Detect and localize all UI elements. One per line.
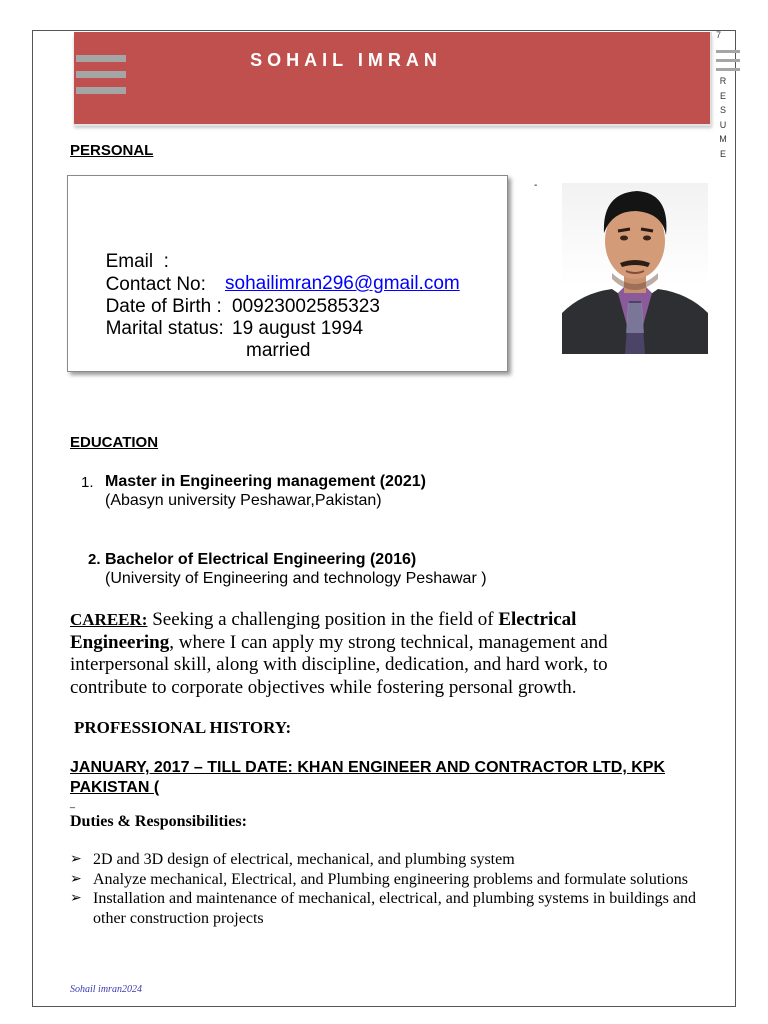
footer-text: Sohail imran2024	[70, 984, 142, 995]
professional-history-heading: PROFESSIONAL HISTORY:	[74, 718, 292, 737]
duty-text: 2D and 3D design of electrical, mechanical, and plumbing system	[93, 851, 515, 868]
education-item-2-institution: (University of Engineering and technology Peshawar )	[105, 570, 487, 587]
duty-text: Installation and maintenance of mechanical, electrical, and plumbing systems in buildings and other construction projects	[93, 890, 696, 927]
side-decoration-stripes	[716, 50, 740, 77]
resume-vertical-letter: E	[719, 90, 726, 101]
contact-label: Contact No:	[105, 274, 206, 295]
contact-value: 00923002585323	[232, 296, 380, 317]
education-heading: EDUCATION	[70, 434, 159, 451]
career-text-bold: Electrical Engineering	[70, 609, 577, 653]
decorative-dash-small: _	[70, 798, 76, 808]
duties-list	[70, 850, 710, 928]
marital-value: married	[246, 340, 311, 361]
job-company: KHAN ENGINEER AND CONTRACTOR LTD, KPK PAKISTAN (	[70, 759, 666, 796]
dob-value: 19 august 1994	[232, 318, 364, 339]
career-label: CAREER:	[70, 610, 148, 629]
resume-vertical-letter: S	[719, 105, 726, 115]
side-number: 7	[716, 30, 722, 40]
header-banner	[74, 32, 712, 124]
dob-label: Date of Birth :	[105, 296, 222, 317]
email-label: Email :	[105, 251, 169, 272]
resume-vertical-letter: R	[719, 76, 727, 86]
career-objective	[70, 609, 670, 699]
profile-photo	[562, 183, 708, 354]
arrow-bullet-icon: ➢	[70, 891, 82, 906]
profile-photo-illustration	[562, 183, 708, 354]
arrow-bullet-icon: ➢	[70, 852, 82, 867]
resume-vertical-label	[716, 74, 730, 161]
marital-label: Marital status:	[105, 318, 224, 339]
list-item	[70, 870, 710, 890]
career-text-b: , where I can apply my strong technical, management and interpersonal skill, along with discipline, dedication, and hard work, to contribute to corporate objectives while fostering personal growth.	[70, 631, 608, 698]
list-item	[70, 850, 710, 870]
education-item-1-number: 1.	[81, 474, 94, 491]
job-separator: :	[287, 759, 298, 776]
personal-heading: PERSONAL	[70, 142, 154, 159]
decorative-dash: -	[534, 180, 538, 191]
education-item-2-number: 2.	[88, 551, 101, 568]
resume-vertical-letter: E	[719, 148, 726, 159]
education-item-2-title: Bachelor of Electrical Engineering (2016)	[105, 551, 417, 568]
career-text-a: Seeking a challenging position in the field of	[147, 609, 499, 630]
job-dates: JANUARY, 2017 – TILL DATE	[70, 759, 288, 776]
resume-vertical-letter: U	[719, 119, 727, 130]
email-link[interactable]: sohailimran296@gmail.com	[225, 273, 460, 294]
job-entry	[70, 758, 680, 798]
education-item-1-institution: (Abasyn university Peshawar,Pakistan)	[105, 492, 382, 509]
list-item	[70, 889, 710, 928]
resume-vertical-letter: M	[719, 134, 727, 144]
duty-text: Analyze mechanical, Electrical, and Plumbing engineering problems and formulate solutions	[93, 870, 688, 888]
arrow-bullet-icon: ➢	[70, 871, 82, 887]
candidate-name: SOHAIL IMRAN	[250, 50, 442, 70]
education-item-1-title: Master in Engineering management (2021)	[105, 473, 426, 490]
duties-heading: Duties & Responsibilities:	[70, 813, 247, 830]
